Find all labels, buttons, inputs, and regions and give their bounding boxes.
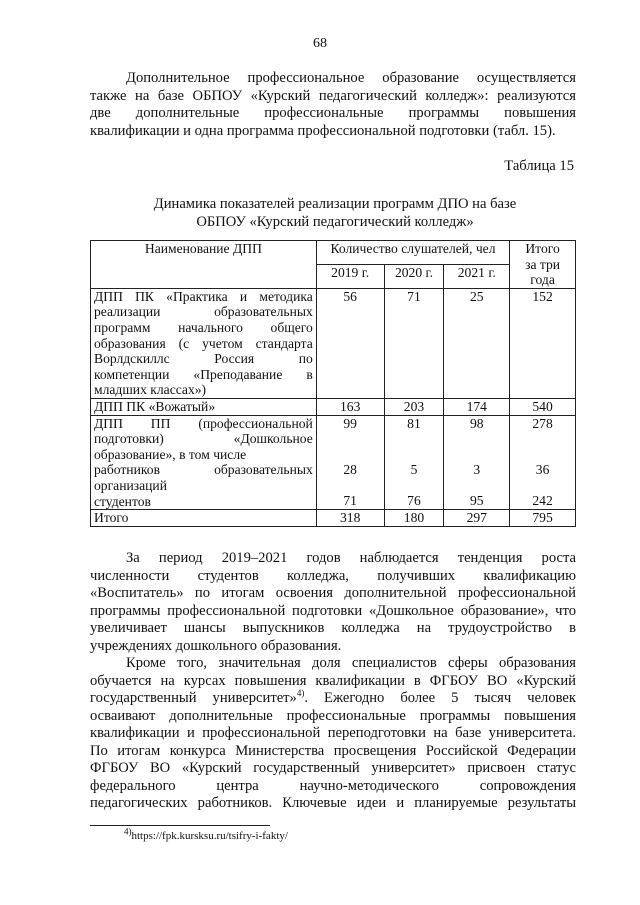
table-caption: Таблица 15	[504, 158, 574, 174]
table-header-row	[91, 241, 576, 265]
table-row	[91, 415, 576, 510]
table-row-total	[91, 510, 576, 527]
intro-line: Дополнительное профессиональное образование осуществляется	[126, 70, 576, 86]
row-name-line: работников образовательных	[94, 462, 313, 478]
cell-value: 76	[407, 493, 421, 509]
cell-value: 242	[532, 493, 553, 509]
table-row	[91, 398, 576, 415]
paragraph-line: увеличивает шансы выпускников колледжа на трудоустройство в	[90, 620, 576, 636]
cell-2020	[384, 415, 444, 510]
row-name	[91, 415, 317, 510]
table-title	[90, 196, 580, 231]
header-total-line: Итого	[525, 241, 560, 256]
paragraph-trend	[90, 550, 576, 655]
paragraph-line: обучается на курсах повышения квалификации в ФГБОУ ВО «Курский	[90, 672, 576, 689]
cell-2019: 318	[316, 510, 384, 527]
intro-line: квалификации и одна программа профессиональной подготовки (табл. 15).	[90, 122, 556, 139]
paragraph-line: «Воспитатель» по итогам освоения дополнительной профессиональной	[90, 585, 576, 601]
paragraph-segment: . Ежегодно более 5 тысяч человек	[304, 690, 576, 706]
cell-value: 3	[473, 462, 481, 478]
row-name-line: компетенции «Преподавание в	[94, 366, 313, 382]
paragraph-line: За период 2019–2021 годов наблюдается тенденция роста	[126, 550, 576, 566]
footnote	[124, 826, 288, 842]
row-name	[91, 288, 317, 398]
cell-total: 540	[510, 398, 576, 415]
row-name-line: образования (с учетом стандарта	[94, 335, 313, 351]
cell-value: 36	[535, 462, 550, 478]
cell-2021: 25	[444, 288, 510, 398]
cell-2020: 71	[384, 288, 444, 398]
footnote-link[interactable]: https://fpk.kursksu.ru/tsifry-i-fakty/	[131, 830, 288, 842]
cell-2021: 174	[444, 398, 510, 415]
cell-value: 5	[410, 462, 418, 478]
paragraph-kursk-university	[90, 655, 576, 813]
cell-2019	[316, 415, 384, 510]
cell-value: 81	[407, 415, 421, 431]
header-total	[510, 241, 576, 289]
row-name-line: младших классах»)	[94, 382, 207, 398]
row-name-line: образование», в том числе	[94, 446, 247, 462]
footnote-reference: 4)	[296, 688, 305, 699]
row-name-line: программ начального общего	[94, 319, 313, 335]
cell-2020: 203	[384, 398, 444, 415]
paragraph-line: федерального центра научно-методического сопровождения	[90, 777, 576, 794]
cell-2021: 297	[444, 510, 510, 527]
paragraph-line: учреждениях дошкольного образования.	[90, 637, 342, 654]
intro-line: две дополнительные профессиональные программы повышения	[90, 105, 576, 121]
table-row	[91, 288, 576, 398]
data-table	[90, 240, 576, 527]
year-2019: 2019 г.	[316, 264, 384, 288]
paragraph-line: педагогических работников. Ключевые идеи и планируемые результаты	[90, 795, 576, 811]
cell-2020: 180	[384, 510, 444, 527]
intro-paragraph	[90, 70, 576, 140]
row-name-line: ДПП ПК «Практика и методика	[94, 288, 313, 304]
row-name-line: Итого	[94, 510, 129, 526]
cell-total: 795	[510, 510, 576, 527]
cell-value: 99	[343, 415, 357, 431]
cell-value: 98	[469, 415, 484, 431]
paragraph-line: квалификации и профессиональной переподготовки на базе университета.	[90, 725, 576, 741]
paragraph-line: осваивают дополнительные профессиональные программы повышения	[90, 707, 576, 724]
cell-value: 278	[532, 415, 553, 431]
footnote-divider	[90, 825, 270, 826]
row-name-line: ДПП ПП (профессиональной	[94, 415, 313, 431]
header-total-line: за три	[525, 256, 561, 272]
paragraph-segment: государственный университет»	[90, 690, 297, 706]
intro-line: также на базе ОБПОУ «Курский педагогический колледж»: реализуются	[90, 87, 576, 104]
cell-2021	[444, 415, 510, 510]
cell-value: 71	[343, 493, 357, 509]
table-title-line: Динамика показателей реализации программ ДПО на базе	[153, 196, 517, 212]
cell-2019: 56	[316, 288, 384, 398]
cell-value: 95	[469, 493, 484, 509]
cell-total	[510, 415, 576, 510]
row-name-line: реализации образовательных	[94, 304, 313, 320]
table-title-line: ОБПОУ «Курский педагогический колледж»	[196, 213, 474, 230]
cell-total: 152	[510, 288, 576, 398]
paragraph-line: программы профессиональной подготовки «Дошкольное образование», что	[90, 602, 576, 619]
row-name-line: организаций	[94, 477, 167, 493]
row-name-line: Ворлдскиллс Россия по	[94, 351, 313, 367]
paragraph-line: численности студентов колледжа, получивших квалификацию	[90, 567, 576, 584]
row-name-line: ДПП ПК «Вожатый»	[94, 398, 216, 414]
header-total-line: года	[530, 272, 555, 288]
year-2020: 2020 г.	[384, 264, 444, 288]
row-name	[91, 398, 317, 415]
row-name-line: подготовки) «Дошкольное	[94, 431, 313, 447]
paragraph-line: По итогам конкурса Министерства просвещения Российской Федерации	[90, 742, 576, 759]
footnote-mark: 4)	[124, 826, 132, 837]
cell-value: 28	[343, 462, 357, 478]
cell-2019: 163	[316, 398, 384, 415]
paragraph-line: ФГБОУ ВО «Курский государственный университет» присвоен статус	[90, 760, 576, 776]
paragraph-line	[90, 690, 576, 708]
row-name-line: студентов	[94, 493, 151, 509]
year-2021: 2021 г.	[444, 264, 510, 288]
paragraph-line: Кроме того, значительная доля специалистов сферы образования	[126, 655, 576, 671]
header-count: Количество слушателей, чел	[316, 241, 509, 265]
header-name: Наименование ДПП	[91, 241, 317, 289]
row-name	[91, 510, 317, 527]
page-number: 68	[313, 36, 327, 51]
